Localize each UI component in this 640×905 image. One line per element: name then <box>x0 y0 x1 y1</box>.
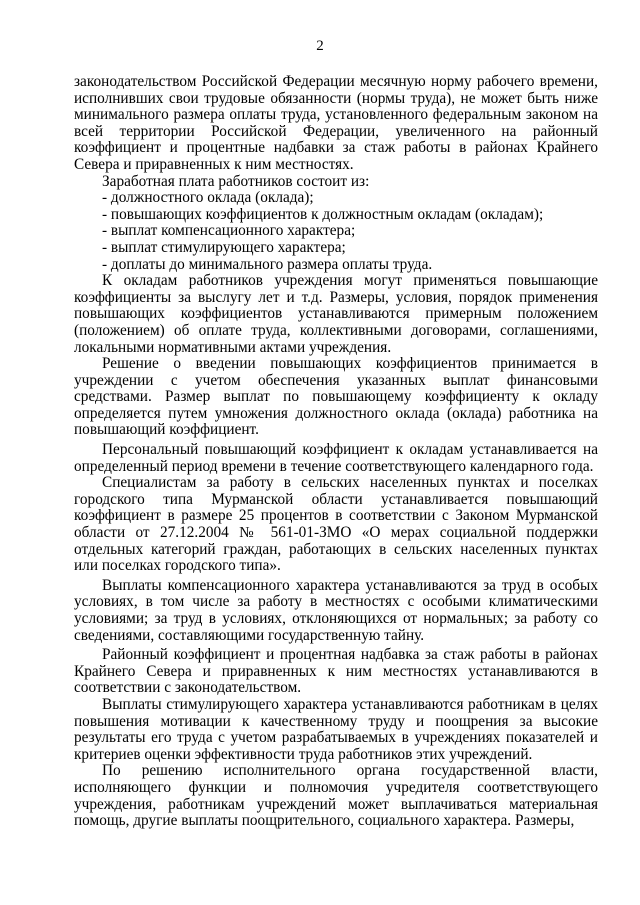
paragraph-raising-coefficients: К окладам работников учреждения могут применяться повышающие коэффициенты за выслугу лет и т.д. Размеры, условия, порядок применения повышающих коэффициентов устанавливаются примерным положением (положением) об оплате труда, коллективными договорами, соглашениями, локальными нормативными актами учреждения. <box>74 272 598 356</box>
list-item-raising-coefficients: - повышающих коэффициентов к должностным окладам (окладам); <box>102 205 544 223</box>
list-item-minimum-wage-supplement: - доплаты до минимального размера оплаты труда. <box>102 255 433 273</box>
paragraph-rural-specialists: Специалистам за работу в сельских населенных пунктах и поселках городского типа Мурманской области устанавливается повышающий коэффициент в размере 25 процентов в соответствии с Законом Мурманской области от 27.12.2004 № 561-01-ЗМО «О мерах социальной поддержки отдельных категорий граждан, работающих в сельских населенных пунктах или поселках городского типа». <box>74 474 598 575</box>
list-item-incentive-payments: - выплат стимулирующего характера; <box>102 238 346 256</box>
list-item-compensation-payments: - выплат компенсационного характера; <box>102 222 356 240</box>
paragraph-salary-composition: Заработная плата работников состоит из: <box>102 172 370 190</box>
paragraph-material-assistance: По решению исполнительного органа государственной власти, исполняющего функции и полномочия учредителя соответствующего учреждения, работникам учреждений может выплачиваться материальная помощь, другие выплаты поощрительного, социального характера. Размеры, <box>74 762 598 830</box>
page-number: 2 <box>316 38 324 54</box>
paragraph-continuation: законодательством Российской Федерации месячную норму рабочего времени, исполнивших свои трудовые обязанности (нормы труда), не может быть ниже минимального размера оплаты труда, установленного федеральным законом на всей территории Российской Федерации, увеличенного на районный коэффициент и процентные надбавки за стаж работы в районах Крайнего Севера и приравненных к ним местностях. <box>74 73 598 173</box>
document-body <box>74 74 598 830</box>
paragraph-compensation-payments: Выплаты компенсационного характера устанавливаются за труд в особых условиях, в том числе за работу в местностях с особыми климатическими условиями; за труд в условиях, отклоняющихся от нормальных; за работу со сведениями, составляющими государственную тайну. <box>74 576 598 644</box>
paragraph-personal-coefficient: Персональный повышающий коэффициент к окладам устанавливается на определенный период времени в течение соответствующего календарного года. <box>74 441 598 475</box>
paragraph-coefficient-decision: Решение о введении повышающих коэффициентов принимается в учреждении с учетом обеспечения указанных выплат финансовыми средствами. Размер выплат по повышающему коэффициенту к окладу определяется путем умножения должностного оклада (оклада) работника на повышающий коэффициент. <box>74 355 598 439</box>
paragraph-incentive-payments: Выплаты стимулирующего характера устанавливаются работникам в целях повышения мотивации к качественному труду и поощрения за высокие результаты его труда с учетом разрабатываемых в учреждениях показателей и критериев оценки эффективности труда работников этих учреждений. <box>74 695 598 763</box>
paragraph-regional-coefficient: Районный коэффициент и процентная надбавка за стаж работы в районах Крайнего Севера и приравненных к ним местностях устанавливаются в соответствии с законодательством. <box>74 646 598 697</box>
list-item-official-salary: - должностного оклада (оклада); <box>102 189 314 207</box>
